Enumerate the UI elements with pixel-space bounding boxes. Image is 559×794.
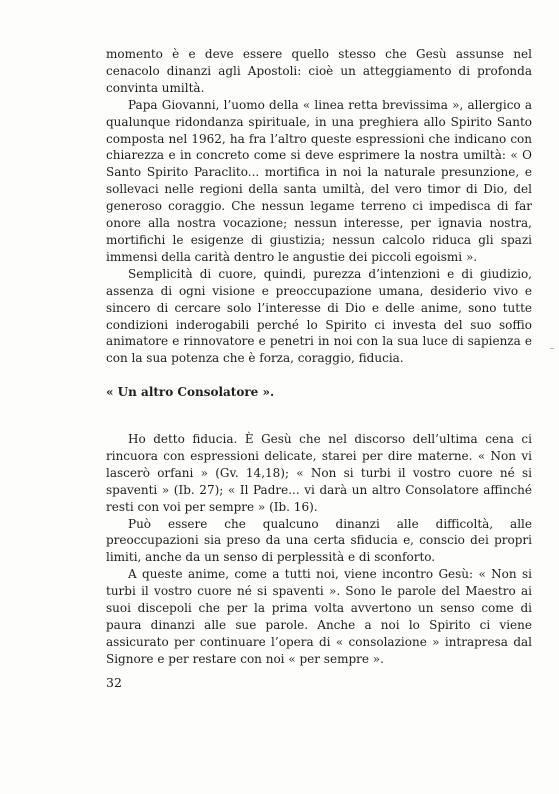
paragraph: A queste anime, come a tutti noi, viene incontro Gesù: « Non si turbi il vostro cuore né si spaventi ». Sono le parole del Maestro ai suoi discepoli che per la prima volta avvertono un senso come di paura dinanzi alle sue parole. Anche a noi lo Spirito ci viene assicurato per continuare l’opera di « consolazione » intrapresa dal Signore e per restare con noi « per sempre ».: [106, 567, 532, 666]
paragraph: momento è e deve essere quello stesso che Gesù assunse nel cenacolo dinanzi agli Apostoli: cioè un atteggiamento di profonda convinta umiltà.: [106, 47, 532, 95]
body-text-bottom: [106, 431, 532, 668]
paragraph: Semplicità di cuore, quindi, purezza d’intenzioni e di giudizio, assenza di ogni visione e preoccupazione umana, desiderio vivo e sincero di cercare solo l’interesse di Dio e delle anime, sono tutte condizioni inderogabili perché lo Spirito ci investa del suo soffio animatore e rinnovatore e penetri in noi con la sua luce di sapienza e con la sua potenza che è forza, coraggio, fiducia.: [106, 266, 532, 366]
page-number: 32: [106, 675, 122, 690]
section-heading: « Un altro Consolatore ».: [106, 385, 275, 399]
scan-mark: [550, 348, 554, 349]
body-text-top: [106, 46, 532, 367]
paragraph: Ho detto fiducia. È Gesù che nel discorso dell’ultima cena ci rincuora con espressioni delicate, starei per dire materne. « Non vi lascerò orfani » (Gv. 14,18); « Non si turbi il vostro cuore né si spaventi » (Ib. 27); « Il Padre... vi darà un altro Consolatore affinché resti con voi per sempre » (Ib. 16).: [106, 432, 532, 514]
paragraph: Papa Giovanni, l’uomo della « linea retta brevissima », allergico a qualunque ridondanza spirituale, in una preghiera allo Spirito Santo composta nel 1962, ha fra l’altro queste espressioni che indicano con chiarezza e in concreto come si deve esprimere la nostra umiltà: « O Santo Spirito Paraclito... mortifica in noi la naturale presunzione, e sollevaci nelle regioni della santa umiltà, del vero timor di Dio, del generoso coraggio. Che nessun legame terreno ci impedisca di far onore alla nostra vocazione; nessun interesse, per ignavia nostra, mortifichi le esigenze di giustizia; nessun calcolo riduca gli spazi immensi della carità dentro le angustie dei piccoli egoismi ».: [106, 97, 532, 264]
paragraph: Può essere che qualcuno dinanzi alle difficoltà, alle preoccupazioni sia preso da una certa sfiducia e, conscio dei propri limiti, anche da un senso di perplessità e di sconforto.: [106, 516, 532, 565]
